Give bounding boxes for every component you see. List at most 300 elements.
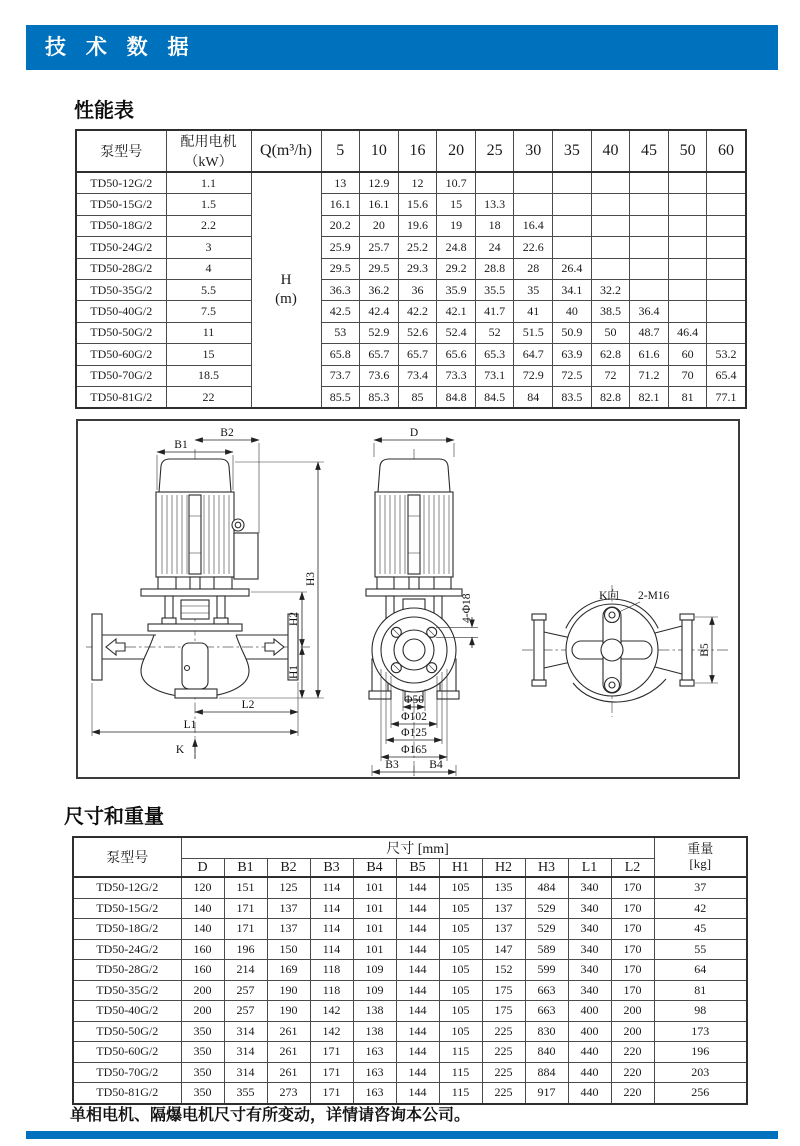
side-view	[86, 427, 324, 759]
dimension-cell: 101	[353, 939, 396, 960]
dimension-cell: 144	[396, 898, 439, 919]
dimension-cell: 118	[310, 960, 353, 981]
dimension-cell: 140	[181, 898, 224, 919]
head-value-cell: 60	[668, 344, 707, 365]
dims-table-row	[73, 877, 747, 898]
head-value-cell	[707, 237, 746, 258]
head-value-cell: 28	[514, 258, 553, 279]
head-value-cell: 25.7	[360, 237, 399, 258]
head-value-cell: 32.2	[591, 279, 630, 300]
model-cell: TD50-18G/2	[76, 215, 166, 236]
dimension-cell: 170	[611, 898, 654, 919]
flow-col-header: 10	[360, 130, 399, 172]
head-value-cell: 73.4	[398, 365, 437, 386]
weight-cell: 64	[654, 960, 747, 981]
dimension-cell: 175	[482, 980, 525, 1001]
dimension-cell: 115	[439, 1083, 482, 1104]
head-value-cell: 29.3	[398, 258, 437, 279]
head-value-cell: 52	[475, 322, 514, 343]
head-value-cell: 19	[437, 215, 476, 236]
flow-col-header: 30	[514, 130, 553, 172]
model-cell: TD50-40G/2	[73, 1001, 181, 1022]
model-cell: TD50-81G/2	[73, 1083, 181, 1104]
dimension-cell: 137	[267, 898, 310, 919]
head-value-cell: 51.5	[514, 322, 553, 343]
weight-cell: 55	[654, 939, 747, 960]
dim-col-header: B4	[353, 859, 396, 878]
perf-table-row	[76, 258, 746, 279]
head-value-cell: 48.7	[630, 322, 669, 343]
head-value-cell: 36.4	[630, 301, 669, 322]
head-value-cell: 36	[398, 279, 437, 300]
dimension-cell: 151	[224, 877, 267, 898]
dimension-cell: 147	[482, 939, 525, 960]
col-header-motor: 配用电机 （kW）	[166, 130, 251, 172]
head-value-cell: 52.6	[398, 322, 437, 343]
dimension-cell: 144	[396, 919, 439, 940]
model-cell: TD50-28G/2	[73, 960, 181, 981]
dimension-cell: 144	[396, 980, 439, 1001]
head-value-cell	[514, 194, 553, 215]
dimension-cell: 142	[310, 1001, 353, 1022]
dimension-cell: 225	[482, 1062, 525, 1083]
dims-table-row	[73, 939, 747, 960]
model-cell: TD50-24G/2	[73, 939, 181, 960]
head-value-cell: 29.5	[321, 258, 360, 279]
model-cell: TD50-18G/2	[73, 919, 181, 940]
dim-label-l2: L2	[241, 699, 255, 711]
dimension-cell: 105	[439, 980, 482, 1001]
head-value-cell: 18	[475, 215, 514, 236]
dimension-cell: 144	[396, 877, 439, 898]
footnote: 单相电机、隔爆电机尺寸有所变动，详情请咨询本公司。	[70, 1107, 471, 1124]
weight-cell: 42	[654, 898, 747, 919]
head-value-cell	[668, 258, 707, 279]
dimension-cell: 220	[611, 1083, 654, 1104]
flow-col-header: 50	[668, 130, 707, 172]
head-value-cell: 19.6	[398, 215, 437, 236]
head-value-cell: 64.7	[514, 344, 553, 365]
model-cell: TD50-12G/2	[73, 877, 181, 898]
pump-drawing	[78, 421, 738, 776]
dimension-cell: 340	[568, 960, 611, 981]
perf-table-row	[76, 237, 746, 258]
head-value-cell: 85	[398, 386, 437, 408]
head-value-cell: 25.9	[321, 237, 360, 258]
head-value-cell: 84.8	[437, 386, 476, 408]
dimension-cell: 115	[439, 1042, 482, 1063]
dimension-cell: 200	[611, 1001, 654, 1022]
model-cell: TD50-60G/2	[76, 344, 166, 365]
power-cell: 2.2	[166, 215, 251, 236]
model-cell: TD50-70G/2	[73, 1062, 181, 1083]
head-value-cell: 25.2	[398, 237, 437, 258]
dimension-cell: 138	[353, 1001, 396, 1022]
front-view	[366, 427, 478, 776]
head-value-cell: 82.1	[630, 386, 669, 408]
dimension-cell: 152	[482, 960, 525, 981]
dimension-cell: 137	[267, 919, 310, 940]
flow-col-header: 40	[591, 130, 630, 172]
head-value-cell: 72.5	[553, 365, 592, 386]
dimension-cell: 105	[439, 960, 482, 981]
head-value-cell: 65.3	[475, 344, 514, 365]
head-value-cell	[707, 279, 746, 300]
perf-table-row	[76, 215, 746, 236]
head-value-cell: 38.5	[591, 301, 630, 322]
head-value-cell: 73.1	[475, 365, 514, 386]
model-cell: TD50-81G/2	[76, 386, 166, 408]
dimension-cell: 529	[525, 919, 568, 940]
power-cell: 1.5	[166, 194, 251, 215]
model-cell: TD50-15G/2	[76, 194, 166, 215]
head-value-cell: 24.8	[437, 237, 476, 258]
dimension-cell: 144	[396, 1062, 439, 1083]
head-value-cell	[668, 279, 707, 300]
dimension-cell: 163	[353, 1062, 396, 1083]
dimension-cell: 830	[525, 1021, 568, 1042]
dimension-cell: 261	[267, 1042, 310, 1063]
dimension-cell: 105	[439, 919, 482, 940]
head-value-cell: 85.3	[360, 386, 399, 408]
dimension-cell: 350	[181, 1062, 224, 1083]
head-value-cell: 12	[398, 172, 437, 194]
weight-cell: 173	[654, 1021, 747, 1042]
perf-table-row	[76, 386, 746, 408]
head-value-cell: 22.6	[514, 237, 553, 258]
dimension-cell: 190	[267, 1001, 310, 1022]
dimension-cell: 144	[396, 939, 439, 960]
head-value-cell	[668, 172, 707, 194]
dim-label-l1: L1	[183, 719, 197, 731]
perf-table-row	[76, 279, 746, 300]
head-value-cell: 53	[321, 322, 360, 343]
dimension-cell: 440	[568, 1083, 611, 1104]
col-header-model: 泵型号	[73, 837, 181, 877]
dim-col-header: L1	[568, 859, 611, 878]
dim-label-b5: B5	[699, 643, 711, 657]
head-value-cell: 62.8	[591, 344, 630, 365]
head-value-cell: 84	[514, 386, 553, 408]
perf-table-row	[76, 301, 746, 322]
dimension-cell: 257	[224, 980, 267, 1001]
head-value-cell: 42.5	[321, 301, 360, 322]
head-value-cell: 28.8	[475, 258, 514, 279]
head-value-cell: 42.2	[398, 301, 437, 322]
head-value-cell: 35.9	[437, 279, 476, 300]
dimension-cell: 144	[396, 1042, 439, 1063]
dimension-cell: 135	[482, 877, 525, 898]
head-value-cell	[591, 237, 630, 258]
view-label-k: K向	[599, 590, 619, 602]
dimension-cell: 200	[611, 1021, 654, 1042]
dim-label-2m16: 2-M16	[638, 590, 670, 602]
head-value-cell	[707, 172, 746, 194]
head-value-cell: 10.7	[437, 172, 476, 194]
dimension-cell: 400	[568, 1021, 611, 1042]
dimension-cell: 225	[482, 1021, 525, 1042]
head-value-cell	[475, 172, 514, 194]
dimension-cell: 400	[568, 1001, 611, 1022]
model-cell: TD50-15G/2	[73, 898, 181, 919]
dimension-cell: 170	[611, 939, 654, 960]
dimension-cell: 350	[181, 1042, 224, 1063]
head-value-cell: 65.7	[360, 344, 399, 365]
dimension-cell: 273	[267, 1083, 310, 1104]
dim-label-d: D	[409, 427, 419, 439]
pump-base	[175, 689, 217, 698]
dim-label-phi50: Φ50	[404, 694, 424, 706]
dimension-cell: 144	[396, 1083, 439, 1104]
model-cell: TD50-28G/2	[76, 258, 166, 279]
head-value-cell: 26.4	[553, 258, 592, 279]
dimension-cell: 214	[224, 960, 267, 981]
dim-label-k: K	[175, 744, 185, 756]
dimension-cell: 314	[224, 1021, 267, 1042]
head-value-cell: 53.2	[707, 344, 746, 365]
dimension-cell: 137	[482, 898, 525, 919]
dimension-cell: 125	[267, 877, 310, 898]
head-value-cell: 81	[668, 386, 707, 408]
head-value-cell: 52.4	[437, 322, 476, 343]
dimension-cell: 144	[396, 960, 439, 981]
dimension-cell: 101	[353, 877, 396, 898]
dims-header-row-1	[73, 837, 747, 859]
head-value-cell	[630, 172, 669, 194]
head-value-cell	[591, 215, 630, 236]
performance-section-title: 性能表	[74, 100, 134, 122]
banner-title: 技 术 数 据	[45, 36, 196, 59]
dimension-cell: 340	[568, 898, 611, 919]
dimensions-table	[72, 836, 748, 1105]
dimension-cell: 105	[439, 877, 482, 898]
dimension-cell: 140	[181, 919, 224, 940]
dims-table-row	[73, 1062, 747, 1083]
dimension-cell: 261	[267, 1062, 310, 1083]
head-value-cell: 63.9	[553, 344, 592, 365]
dim-col-header: B5	[396, 859, 439, 878]
head-value-cell	[668, 194, 707, 215]
weight-cell: 203	[654, 1062, 747, 1083]
dimension-cell: 340	[568, 877, 611, 898]
head-value-cell: 73.3	[437, 365, 476, 386]
dims-table-row	[73, 898, 747, 919]
perf-table-row	[76, 344, 746, 365]
weight-cell: 37	[654, 877, 747, 898]
dimension-cell: 160	[181, 960, 224, 981]
suction-flange	[92, 614, 102, 680]
dimension-cell: 109	[353, 980, 396, 1001]
head-value-cell: 42.1	[437, 301, 476, 322]
head-value-cell	[630, 194, 669, 215]
dim-label-h3: H3	[305, 571, 317, 587]
weight-cell: 81	[654, 980, 747, 1001]
bottom-accent-bar	[26, 1131, 778, 1139]
dimension-cell: 440	[568, 1062, 611, 1083]
head-value-cell: 40	[553, 301, 592, 322]
head-value-cell: 29.5	[360, 258, 399, 279]
head-value-cell	[707, 194, 746, 215]
dimension-cell: 484	[525, 877, 568, 898]
dimension-cell: 109	[353, 960, 396, 981]
dimension-cell: 115	[439, 1062, 482, 1083]
flange-circle	[381, 617, 447, 683]
dim-col-header: D	[181, 859, 224, 878]
head-value-cell: 71.2	[630, 365, 669, 386]
dim-col-header: L2	[611, 859, 654, 878]
power-cell: 15	[166, 344, 251, 365]
head-value-cell	[553, 172, 592, 194]
dimension-cell: 170	[611, 877, 654, 898]
weight-cell: 98	[654, 1001, 747, 1022]
col-header-model: 泵型号	[76, 130, 166, 172]
lifting-eye	[232, 519, 244, 531]
dimension-cell: 175	[482, 1001, 525, 1022]
dim-label-phi125: Φ125	[401, 727, 427, 739]
dim-col-header: H3	[525, 859, 568, 878]
head-value-cell: 52.9	[360, 322, 399, 343]
perf-table-row	[76, 365, 746, 386]
model-cell: TD50-70G/2	[76, 365, 166, 386]
model-cell: TD50-50G/2	[76, 322, 166, 343]
dimension-cell: 190	[267, 980, 310, 1001]
dim-label-b3: B3	[385, 759, 399, 771]
head-value-cell: 65.6	[437, 344, 476, 365]
dimension-cell: 101	[353, 919, 396, 940]
head-value-cell	[514, 172, 553, 194]
col-header-weight: 重量 [kg]	[654, 837, 747, 877]
dimension-cell: 105	[439, 1021, 482, 1042]
dimension-cell: 142	[310, 1021, 353, 1042]
head-value-cell: 20	[360, 215, 399, 236]
dimension-cell: 160	[181, 939, 224, 960]
dims-table-row	[73, 980, 747, 1001]
head-value-cell: 15	[437, 194, 476, 215]
head-value-cell: 61.6	[630, 344, 669, 365]
weight-cell: 45	[654, 919, 747, 940]
head-value-cell: 73.7	[321, 365, 360, 386]
head-value-cell: 35	[514, 279, 553, 300]
dimension-cell: 314	[224, 1062, 267, 1083]
head-value-cell: 50.9	[553, 322, 592, 343]
dimension-cell: 225	[482, 1042, 525, 1063]
dimensions-section-title: 尺寸和重量	[64, 806, 164, 828]
dim-label-b2: B2	[220, 427, 234, 439]
head-value-cell	[553, 215, 592, 236]
dims-table-row	[73, 1021, 747, 1042]
head-value-cell: 16.1	[360, 194, 399, 215]
model-cell: TD50-12G/2	[76, 172, 166, 194]
dimensions-table-body	[73, 877, 747, 1104]
head-value-cell: 41.7	[475, 301, 514, 322]
dims-table-row	[73, 1083, 747, 1104]
dimension-cell: 171	[224, 919, 267, 940]
dimension-cell: 840	[525, 1042, 568, 1063]
head-value-cell	[707, 301, 746, 322]
head-value-cell: 46.4	[668, 322, 707, 343]
head-value-cell: 15.6	[398, 194, 437, 215]
head-value-cell	[630, 237, 669, 258]
flow-col-header: 16	[398, 130, 437, 172]
power-cell: 22	[166, 386, 251, 408]
head-value-cell: 72	[591, 365, 630, 386]
dims-table-row	[73, 960, 747, 981]
dimension-cell: 144	[396, 1001, 439, 1022]
head-value-cell: 50	[591, 322, 630, 343]
performance-table	[75, 129, 747, 409]
dim-label-h1: H1	[288, 664, 300, 680]
head-value-cell	[553, 237, 592, 258]
head-value-cell: 36.3	[321, 279, 360, 300]
flow-col-header: 35	[553, 130, 592, 172]
dimension-cell: 171	[224, 898, 267, 919]
head-value-cell: 34.1	[553, 279, 592, 300]
model-cell: TD50-40G/2	[76, 301, 166, 322]
dim-label-phi165: Φ165	[401, 744, 427, 756]
perf-header-row	[76, 130, 746, 172]
head-value-cell	[668, 301, 707, 322]
dimension-cell: 163	[353, 1083, 396, 1104]
dimension-cell: 171	[310, 1042, 353, 1063]
flow-col-header: 25	[475, 130, 514, 172]
dimension-cell: 105	[439, 939, 482, 960]
head-value-cell: 70	[668, 365, 707, 386]
dimension-cell: 220	[611, 1062, 654, 1083]
col-header-q: Q(m³/h)	[251, 130, 321, 172]
performance-table-body	[76, 172, 746, 408]
head-value-cell	[707, 215, 746, 236]
dimension-cell: 261	[267, 1021, 310, 1042]
dimension-cell: 101	[353, 898, 396, 919]
head-value-cell: 85.5	[321, 386, 360, 408]
model-cell: TD50-24G/2	[76, 237, 166, 258]
section-banner	[26, 25, 778, 70]
dimension-cell: 163	[353, 1042, 396, 1063]
head-value-cell	[630, 279, 669, 300]
dimension-cell: 196	[224, 939, 267, 960]
head-value-cell	[707, 258, 746, 279]
power-cell: 18.5	[166, 365, 251, 386]
dimension-cell: 114	[310, 939, 353, 960]
dimension-cell: 257	[224, 1001, 267, 1022]
head-value-cell	[553, 194, 592, 215]
model-cell: TD50-35G/2	[76, 279, 166, 300]
head-value-cell: 65.8	[321, 344, 360, 365]
flow-col-header: 20	[437, 130, 476, 172]
head-value-cell: 20.2	[321, 215, 360, 236]
dimension-cell: 589	[525, 939, 568, 960]
dimension-cell: 529	[525, 898, 568, 919]
dim-label-phi102: Φ102	[401, 711, 427, 723]
dim-label-h2: H2	[288, 611, 300, 627]
dimension-cell: 170	[611, 960, 654, 981]
head-value-cell	[591, 172, 630, 194]
power-cell: 11	[166, 322, 251, 343]
model-cell: TD50-60G/2	[73, 1042, 181, 1063]
head-value-cell: 42.4	[360, 301, 399, 322]
dimension-cell: 350	[181, 1083, 224, 1104]
dimension-cell: 599	[525, 960, 568, 981]
head-value-cell	[707, 322, 746, 343]
head-value-cell: 13	[321, 172, 360, 194]
dims-table-row	[73, 919, 747, 940]
head-value-cell: 16.1	[321, 194, 360, 215]
dimension-cell: 118	[310, 980, 353, 1001]
dimension-cell: 114	[310, 898, 353, 919]
perf-table-row	[76, 322, 746, 343]
dimension-cell: 170	[611, 980, 654, 1001]
head-value-cell	[630, 258, 669, 279]
